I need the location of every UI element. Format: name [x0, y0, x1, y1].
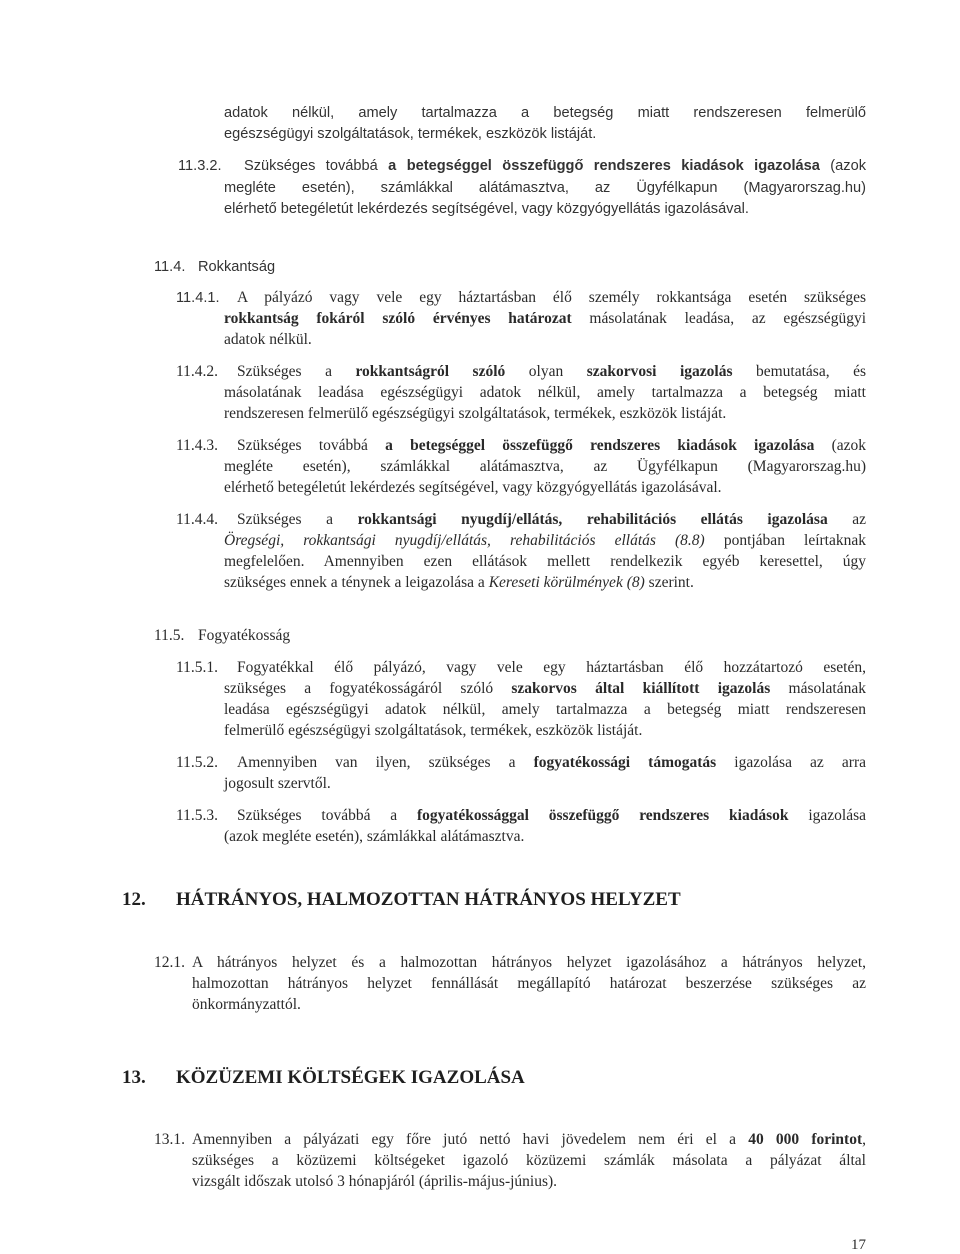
paragraph-number: 11.5.2. [176, 754, 219, 771]
paragraph-number: 13.1. [154, 1131, 185, 1148]
paragraph-line: szükséges ennek a ténynek a leigazolása a Kereseti körülmények (8) szerint. [224, 574, 694, 591]
section-title: Rokkantság [198, 259, 276, 275]
section-number: 11.5. [154, 627, 185, 644]
paragraph-line: (azok megléte esetén), számlákkal alátámasztva. [224, 828, 525, 845]
section-number: 11.4. [154, 259, 186, 275]
paragraph-line: adatok nélkül. [224, 331, 312, 348]
paragraph-number: 11.3.2. [178, 158, 222, 174]
paragraph-line: vizsgált időszak utolsó 3 hónapjáról (április-május-június). [192, 1173, 558, 1190]
paragraph-line: másolatának leadása egészségügyi adatok nélkül, amely tartalmazza a betegség miatt [224, 384, 866, 401]
paragraph-line: Amennyiben a pályázati egy főre jutó nettó havi jövedelem nem éri el a 40 000 forintot, [192, 1131, 866, 1148]
paragraph-number: 11.4.1. [176, 290, 220, 306]
paragraph-line: szükséges a közüzemi költségeket igazoló közüzemi számlák másolata a pályázat által [192, 1152, 866, 1169]
paragraph-number: 11.5.3. [176, 807, 219, 824]
chapter-title: HÁTRÁNYOS, HALMOZOTTAN HÁTRÁNYOS HELYZET [176, 889, 681, 910]
paragraph-number: 11.5.1. [176, 659, 219, 676]
paragraph-line: szükséges a fogyatékosságáról szóló szakorvos által kiállított igazolás másolatának [224, 680, 866, 697]
section-title: Fogyatékosság [198, 627, 291, 644]
paragraph-line: Amennyiben van ilyen, szükséges a fogyatékossági támogatás igazolása az arra [237, 754, 866, 771]
continuation-line: adatok nélkül, amely tartalmazza a betegség miatt rendszeresen felmerülő [224, 105, 866, 121]
paragraph-line: leadása egészségügyi adatok nélkül, amely tartalmazza a betegség miatt rendszeresen [224, 701, 866, 718]
paragraph-line: rokkantság fokáról szóló érvényes határozat másolatának leadása, az egészségügyi [224, 310, 866, 327]
paragraph-line: elérhető betegéletút lekérdezés segítségével, vagy közgyógyellátás igazolásával. [224, 201, 749, 217]
paragraph-number: 11.4.2. [176, 363, 219, 380]
paragraph-line: A hátrányos helyzet és a halmozottan hátrányos helyzet igazolásához a hátrányos helyzet, [192, 954, 866, 971]
paragraph-line: Öregségi, rokkantsági nyugdíj/ellátás, rehabilitációs ellátás (8.8) pontjában leírtaknak [224, 532, 866, 549]
paragraph-line: halmozottan hátrányos helyzet fennállását megállapító határozat beszerzése szükséges az [192, 975, 866, 992]
chapter-number: 12. [122, 889, 146, 910]
paragraph-line: felmerülő egészségügyi szolgáltatások, termékek, eszközök listáját. [224, 722, 643, 739]
chapter-title: KÖZÜZEMI KÖLTSÉGEK IGAZOLÁSA [176, 1067, 525, 1088]
paragraph-line: A pályázó vagy vele egy háztartásban élő személy rokkantsága esetén szükséges [237, 289, 866, 306]
chapter-number: 13. [122, 1067, 146, 1088]
paragraph-line: megléte esetén), számlákkal alátámasztva, az Ügyfélkapun (Magyarorszag.hu) [224, 458, 866, 475]
continuation-line: egészségügyi szolgáltatások, termékek, eszközök listáját. [224, 126, 597, 142]
paragraph-number: 11.4.3. [176, 437, 219, 454]
paragraph-line: elérhető betegéletút lekérdezés segítségével, vagy közgyógyellátás igazolásával. [224, 479, 722, 496]
paragraph-line: Szükséges továbbá a betegséggel összefüggő rendszeres kiadások igazolása (azok [237, 437, 866, 454]
paragraph-number: 12.1. [154, 954, 185, 971]
paragraph-line: rendszeresen felmerülő egészségügyi szolgáltatások, termékek, eszközök listáját. [224, 405, 727, 422]
paragraph-line: Szükséges a rokkantsági nyugdíj/ellátás, rehabilitációs ellátás igazolása az [237, 511, 866, 528]
paragraph-line: megléte esetén), számlákkal alátámasztva, az Ügyfélkapun (Magyarorszag.hu) [224, 180, 866, 196]
paragraph-line: Szükséges továbbá a fogyatékossággal összefüggő rendszeres kiadások igazolása [237, 807, 866, 824]
page-number: 17 [851, 1237, 866, 1253]
paragraph-line: önkormányzattól. [192, 996, 301, 1013]
paragraph-line: Szükséges a rokkantságról szóló olyan szakorvosi igazolás bemutatása, és [237, 363, 866, 380]
paragraph-line: Fogyatékkal élő pályázó, vagy vele egy háztartásban élő hozzátartozó esetén, [237, 659, 866, 676]
paragraph-number: 11.4.4. [176, 511, 219, 528]
paragraph-line: jogosult szervtől. [224, 775, 331, 792]
paragraph-line: Szükséges továbbá a betegséggel összefüggő rendszeres kiadások igazolása (azok [244, 158, 866, 174]
paragraph-line: megfelelően. Amennyiben ezen ellátások mellett rendelkezik egyéb keresettel, úgy [224, 553, 866, 570]
